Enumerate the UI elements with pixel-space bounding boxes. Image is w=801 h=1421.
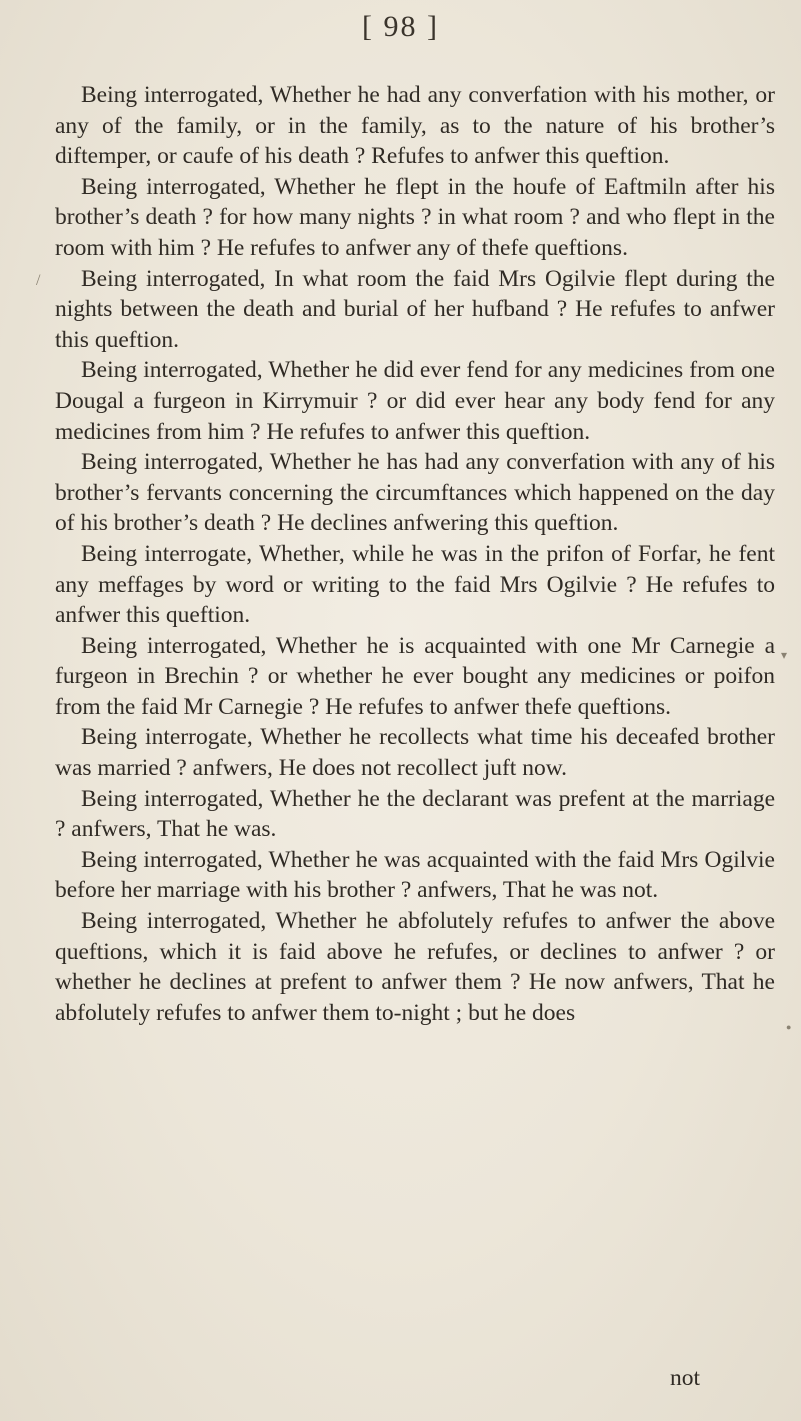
paragraph: Being interrogated, Whether he was acquainted with the faid Mrs Ogilvie before her marriage with his brother ? anfwers, That he was not.	[55, 846, 775, 904]
paragraph: Being interrogated, Whether he did ever fend for any medicines from one Dougal a furgeon in Kirrymuir ? or did ever hear any body fend for any medicines from him ? He refufes to anfwer this queftion.	[55, 357, 775, 445]
paragraph: Being interrogated, Whether he had any converfation with his mother, or any of the family, or in the family, as to the nature of his brother’s diftemper, or caufe of his death ? Refufes to anfwer this queftion.	[55, 82, 775, 170]
paragraph: Being interrogated, Whether he abfolutely refufes to anfwer the above queftions, which it is faid above he refufes, or declines to anfwer ? or whether he declines at prefent to anfwer them ? He now anfwers, That he abfolutely refufes to anfwer them to-night ; but he does	[55, 908, 775, 1026]
margin-mark: /	[36, 272, 41, 289]
paragraph: Being interrogate, Whether he recollects what time his deceafed brother was married ? anfwers, He does not recollect juft now.	[55, 724, 775, 782]
page-number: [ 98 ]	[362, 10, 439, 43]
paragraph: Being interrogated, Whether he is acquainted with one Mr Carnegie a furgeon in Brechin ? or whether he ever bought any medicines or poifon from the faid Mr Carnegie ? He refufes to anfwer thefe queftions.	[55, 632, 775, 720]
paragraph: Being interrogated, In what room the faid Mrs Ogilvie flept during the nights between the death and burial of her hufband ? He refufes to anfwer this queftion.	[55, 265, 775, 353]
paragraph: Being interrogated, Whether he flept in the houfe of Eaftmiln after his brother’s death ? for how many nights ? in what room ? and who flept in the room with him ? He refufes to anfwer any of thefe queftions.	[55, 173, 775, 261]
paragraph: Being interrogated, Whether he the declarant was prefent at the marriage ? anfwers, That he was.	[55, 785, 775, 843]
body-text	[55, 80, 775, 1028]
paragraph: Being interrogate, Whether, while he was in the prifon of Forfar, he fent any meffages by word or writing to the faid Mrs Ogilvie ? He refufes to anfwer this queftion.	[55, 540, 775, 629]
paragraph: Being interrogated, Whether he has had any converfation with any of his brother’s fervants concerning the circumftances which happened on the day of his brother’s death ? He declines anfwering this queftion.	[55, 449, 775, 537]
catchword: not	[670, 1365, 701, 1391]
margin-mark: ●	[786, 1022, 792, 1032]
margin-mark: ▾	[781, 648, 788, 662]
